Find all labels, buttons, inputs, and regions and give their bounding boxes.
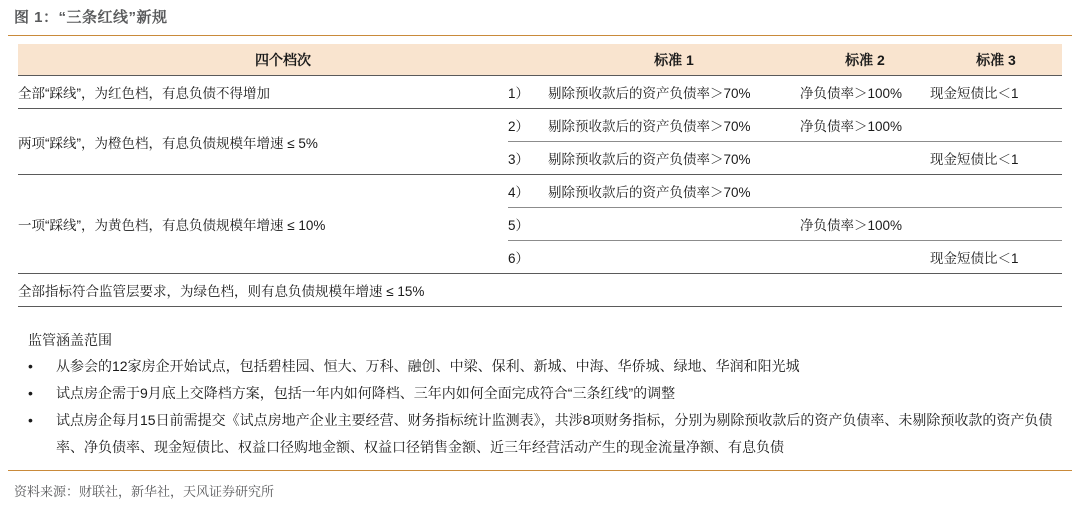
table-row [18, 109, 1062, 142]
level-green-description: 全部指标符合监管层要求，为绿色档，则有息负债规模年增速 ≤ 15% [18, 274, 1062, 307]
list-item [28, 407, 1058, 461]
row-number: 4） [508, 175, 548, 208]
table-row [18, 274, 1062, 307]
figure-title: 图 1：“三条红线”新规 [14, 9, 168, 26]
table-header-row [18, 44, 1062, 76]
row-number: 1） [508, 76, 548, 109]
bullet-icon: • [28, 385, 33, 401]
row-number: 2） [508, 109, 548, 142]
row-number: 3） [508, 142, 548, 175]
bullet-text: 试点房企每月15日前需提交《试点房地产企业主要经营、财务指标统计监测表》，共涉8项财务指标，分别为剔除预收款后的资产负债率、未剔除预收款的资产负债率、净负债率、现金短债比、权益口径购地金额、权益口径销售金额、近三年经营活动产生的现金流量净额、有息负债 [56, 412, 1053, 455]
list-item [28, 380, 1058, 407]
standard-2-cell: 净负债率＞100% [800, 76, 930, 109]
red-lines-table [18, 44, 1062, 307]
standard-3-cell [930, 175, 1062, 208]
list-item [28, 353, 1058, 380]
bottom-rule [8, 470, 1072, 471]
bullet-text: 从参会的12家房企开始试点，包括碧桂园、恒大、万科、融创、中梁、保利、新城、中海、华侨城、绿地、华润和阳光城 [56, 358, 800, 374]
standard-1-cell: 剔除预收款后的资产负债率＞70% [548, 109, 800, 142]
standard-1-cell: 剔除预收款后的资产负债率＞70% [548, 142, 800, 175]
top-rule [8, 35, 1072, 36]
bullet-icon: • [28, 358, 33, 374]
bullet-text: 试点房企需于9月底上交降档方案，包括一年内如何降档、三年内如何全面完成符合“三条红线”的调整 [56, 385, 676, 401]
standard-1-cell [548, 208, 800, 241]
standard-3-cell [930, 208, 1062, 241]
standard-1-cell [548, 241, 800, 274]
table-row [18, 76, 1062, 109]
header-standard-1: 标准 1 [548, 44, 800, 76]
level-yellow-description: 一项“踩线”，为黄色档，有息负债规模年增速 ≤ 10% [18, 175, 508, 274]
standard-3-cell: 现金短债比＜1 [930, 76, 1062, 109]
level-red-description: 全部“踩线”，为红色档，有息负债不得增加 [18, 76, 508, 109]
standard-1-cell: 剔除预收款后的资产负债率＞70% [548, 76, 800, 109]
level-orange-description: 两项“踩线”，为橙色档，有息负债规模年增速 ≤ 5% [18, 109, 508, 175]
regulation-scope [28, 327, 1058, 461]
standard-3-cell: 现金短债比＜1 [930, 241, 1062, 274]
bullet-icon: • [28, 412, 33, 428]
standard-2-cell [800, 142, 930, 175]
header-levels: 四个档次 [18, 44, 548, 76]
standard-2-cell: 净负债率＞100% [800, 109, 930, 142]
scope-bullet-list [28, 353, 1058, 461]
standard-2-cell [800, 175, 930, 208]
row-number: 6） [508, 241, 548, 274]
standard-2-cell [800, 241, 930, 274]
header-standard-3: 标准 3 [930, 44, 1062, 76]
standard-3-cell [930, 109, 1062, 142]
scope-title: 监管涵盖范围 [28, 332, 112, 348]
standard-3-cell: 现金短债比＜1 [930, 142, 1062, 175]
row-number: 5） [508, 208, 548, 241]
table-row [18, 175, 1062, 208]
header-standard-2: 标准 2 [800, 44, 930, 76]
standard-1-cell: 剔除预收款后的资产负债率＞70% [548, 175, 800, 208]
source-note: 资料来源：财联社，新华社，天风证券研究所 [14, 484, 275, 499]
standard-2-cell: 净负债率＞100% [800, 208, 930, 241]
